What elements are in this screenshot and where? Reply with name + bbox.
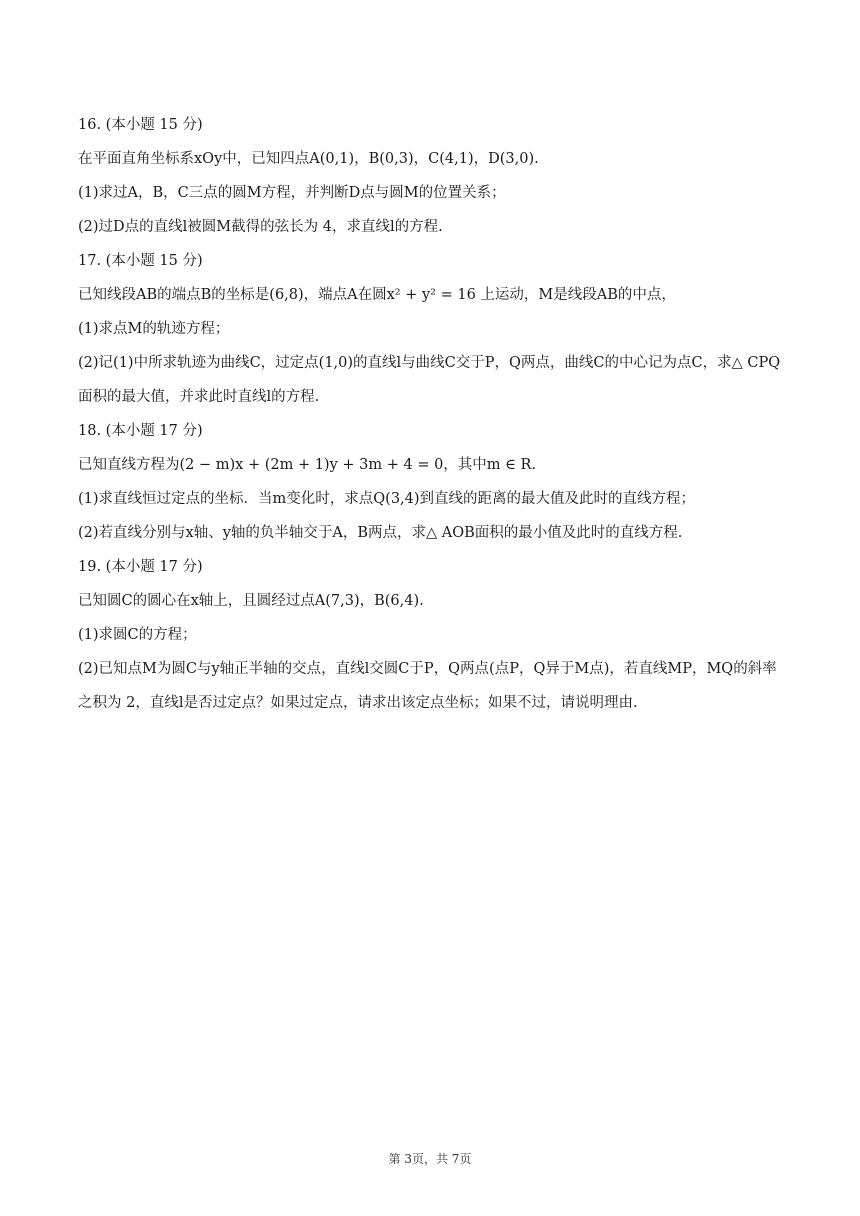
- problem-header: 16. (本小题 15 分): [78, 117, 203, 133]
- problem-19: [78, 550, 784, 720]
- problem-16: [78, 108, 784, 244]
- problem-text: 已知线段AB的端点B的坐标是(6,8)，端点A在圆x² + y² = 16 上运动，M是线段AB的中点，: [78, 287, 676, 303]
- problem-header: 18. (本小题 17 分): [78, 423, 203, 439]
- problem-header: 19. (本小题 17 分): [78, 559, 203, 575]
- page-footer: 第 3页，共 7页: [388, 1152, 472, 1166]
- problem-text: (1)求点M的轨迹方程；: [78, 321, 230, 337]
- problem-text: (1)求过A，B，C三点的圆M方程，并判断D点与圆M的位置关系；: [78, 185, 506, 201]
- problem-text: (2)若直线分别与x轴、y轴的负半轴交于A，B两点，求△ AOB面积的最小值及此时的直线方程.: [78, 525, 683, 541]
- problem-text: (2)记(1)中所求轨迹为曲线C，过定点(1,0)的直线l与曲线C交于P，Q两点，曲线C的中心记为点C，求△ CPQ: [78, 355, 781, 371]
- problem-header: 17. (本小题 15 分): [78, 253, 203, 269]
- problem-text: (2)过D点的直线l被圆M截得的弦长为 4，求直线l的方程.: [78, 219, 443, 235]
- problem-text: (1)求圆C的方程；: [78, 627, 197, 643]
- problem-text: 已知直线方程为(2 − m)x + (2m + 1)y + 3m + 4 = 0，其中m ∈ R.: [78, 457, 537, 473]
- problem-18: [78, 414, 784, 550]
- problem-text: (1)求直线恒过定点的坐标．当m变化时，求点Q(3,4)到直线的距离的最大值及此时的直线方程；: [78, 491, 696, 507]
- problem-17: [78, 244, 784, 414]
- problem-list: [78, 108, 784, 720]
- problem-text: (2)已知点M为圆C与y轴正半轴的交点，直线l交圆C于P，Q两点(点P，Q异于M点)，若直线MP，MQ的斜率: [78, 661, 777, 677]
- problem-text: 在平面直角坐标系xOy中，已知四点A(0,1)，B(0,3)，C(4,1)，D(3,0).: [78, 151, 539, 167]
- problem-text: 面积的最大值，并求此时直线l的方程.: [78, 389, 320, 405]
- problem-text: 已知圆C的圆心在x轴上，且圆经过点A(7,3)，B(6,4).: [78, 593, 424, 609]
- problem-text: 之积为 2，直线l是否过定点？如果过定点，请求出该定点坐标；如果不过，请说明理由.: [78, 695, 638, 711]
